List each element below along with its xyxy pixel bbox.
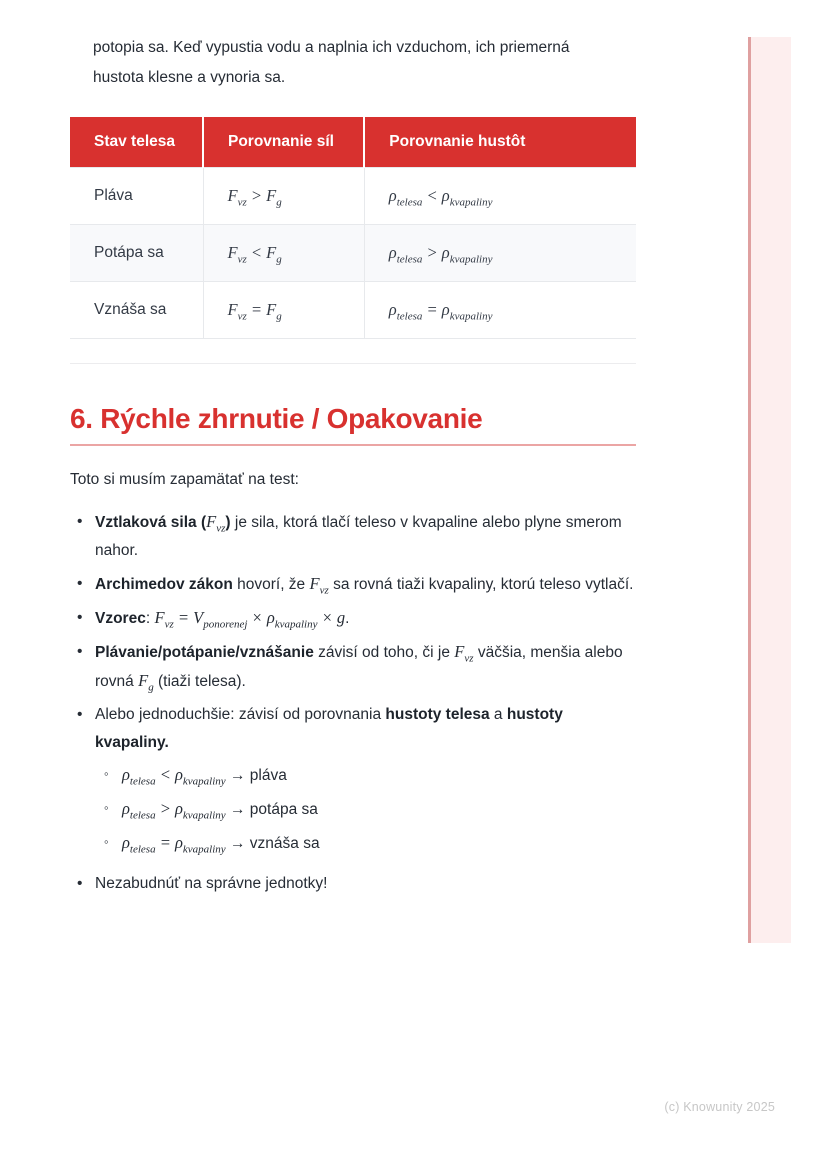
- state-cell: Pláva: [70, 168, 203, 225]
- list-item: [70, 604, 636, 633]
- list-item-text: Plávanie/potápanie/vznášanie závisí od toho, či je $F_{vz}$ väčšia, menšia alebo rovná $F_g$ (tiaži telesa).: [95, 642, 623, 694]
- list-item-text: $\rho_{telesa} < \rho_{kvapaliny}$ → pláva: [122, 765, 287, 788]
- list-item-text: Vzorec: $F_{vz} = V_{ponorenej} \times \rho_{kvapaliny} \times g$.: [95, 608, 350, 631]
- sub-list-item: [95, 829, 636, 858]
- formula: $\rho_{telesa} < \rho_{kvapaliny}$: [388, 186, 493, 209]
- sub-list-item: [95, 795, 636, 824]
- forces-cell: [203, 282, 364, 339]
- list-item-text: Vztlaková sila $(F_{vz})$ je sila, ktorá tlačí teleso v kvapaline alebo plyne smerom nahor.: [95, 512, 622, 559]
- sub-list-item: [95, 761, 636, 790]
- table-header-densities: Porovnanie hustôt: [364, 117, 636, 168]
- state-cell: Vznáša sa: [70, 282, 203, 339]
- section-intro: Toto si musím zapamätať na test:: [70, 471, 299, 488]
- document-content: [70, 0, 636, 898]
- forces-cell: [203, 168, 364, 225]
- list-item: [70, 570, 636, 599]
- section-divider: [70, 363, 636, 364]
- densities-cell: [364, 282, 636, 339]
- formula: $\rho_{telesa} = \rho_{kvapaliny}$: [388, 300, 493, 323]
- table-header-row: [70, 117, 636, 168]
- formula: $F_{vz} = F_g$: [227, 300, 282, 323]
- summary-list: [70, 508, 636, 898]
- section-heading: 6. Rýchle zhrnutie / Opakovanie: [70, 402, 636, 446]
- list-item: [70, 508, 636, 565]
- list-item-text: $\rho_{telesa} > \rho_{kvapaliny}$ → potápa sa: [122, 799, 318, 822]
- state-cell: Potápa sa: [70, 225, 203, 282]
- copyright-footer: (c) Knowunity 2025: [664, 1100, 775, 1114]
- table-header-forces: Porovnanie síl: [203, 117, 364, 168]
- formula: $F_{vz} < F_g$: [227, 243, 282, 266]
- lead-paragraph: potopia sa. Keď vypustia vodu a naplnia ich vzduchom, ich priemerná hustota klesne a vynoria sa.: [93, 39, 570, 86]
- list-item-text: Archimedov zákon hovorí, že $F_{vz}$ sa rovná tiaži kvapaliny, ktorú teleso vytlačí.: [95, 574, 634, 597]
- table-row: [70, 225, 636, 282]
- table-row: [70, 282, 636, 339]
- formula: $\rho_{telesa} > \rho_{kvapaliny}$: [388, 243, 493, 266]
- density-comparison-list: [95, 761, 636, 858]
- forces-cell: [203, 225, 364, 282]
- table-row: [70, 168, 636, 225]
- comparison-table: [70, 117, 636, 339]
- table-header-state: Stav telesa: [70, 117, 203, 168]
- next-page-edge-stripe: [748, 37, 791, 943]
- list-item: [70, 701, 636, 858]
- densities-cell: [364, 225, 636, 282]
- list-item: [70, 870, 636, 898]
- formula: $F_{vz} > F_g$: [227, 186, 282, 209]
- list-item-text: Alebo jednoduchšie: závisí od porovnania hustoty telesa a hustoty kvapaliny.: [95, 706, 563, 751]
- list-item-text: Nezabudnúť na správne jednotky!: [95, 875, 328, 892]
- list-item-text: $\rho_{telesa} = \rho_{kvapaliny}$ → vznáša sa: [122, 833, 320, 856]
- densities-cell: [364, 168, 636, 225]
- list-item: [70, 638, 636, 696]
